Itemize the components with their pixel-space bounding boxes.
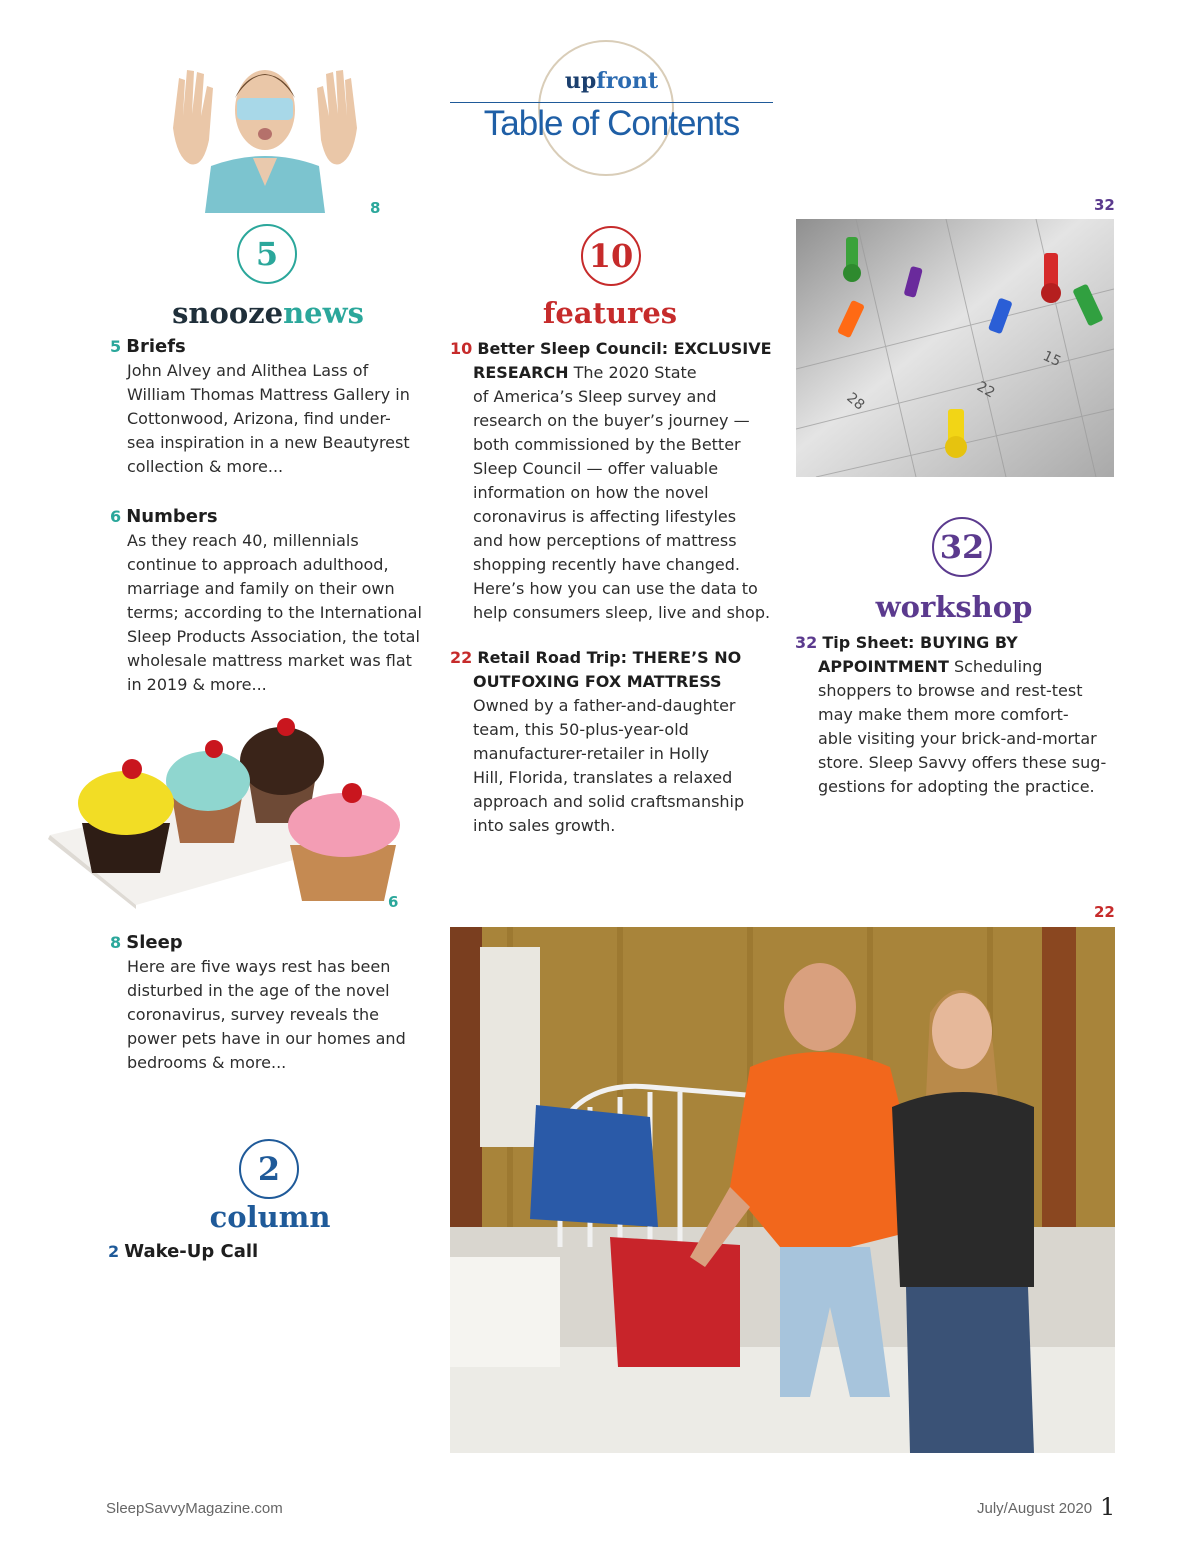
snooze-entry-numbers[interactable]: 6 Numbers As they reach 40, millennials continue to approach adulthood, marriage and family on their own terms; according to the International Sleep Products Association, the total wholesale mattress market was flat in 2019 & more...: [110, 506, 422, 694]
column-entry-wake-up-call[interactable]: 2 Wake-Up Call: [108, 1241, 259, 1262]
features-section-head: features: [542, 296, 678, 330]
workshop-section-head: workshop: [875, 590, 1033, 624]
pins-photo-page: 32: [1094, 196, 1115, 214]
column-section-head: column: [209, 1200, 331, 1234]
store-photo-page: 22: [1094, 903, 1115, 921]
workshop-entry-tip-sheet[interactable]: 32 Tip Sheet: BUYING BY APPOINTMENT Scheduling shoppers to browse and rest-test may make them more comfort- able visiting your brick-and-mortar store. Sleep Savvy offers these sug- gestions for adopting the practice.: [795, 633, 1107, 796]
column-number-badge: 2: [239, 1139, 299, 1199]
cupcakes-photo: [46, 695, 422, 910]
workshop-number-badge: 32: [932, 517, 992, 577]
blindfolded-man-photo: [165, 58, 365, 213]
svg-text:28: 28: [843, 389, 868, 414]
page-folio: 1: [1100, 1493, 1116, 1521]
footer-issue-date: July/August 2020: [977, 1500, 1093, 1517]
snooze-section-head: snoozenews: [172, 296, 364, 330]
features-entry-better-sleep-council[interactable]: 10 Better Sleep Council: EXCLUSIVE RESEARCH The 2020 State of America’s Sleep survey and research on the buyer’s journey — both commissioned by the Better Sleep Council — offer valuable information on how the novel coronavirus is affecting lifestyles and how perceptions of mattress shopping recently have changed. Here’s how you can use the data to help consumers sleep, live and shop.: [450, 339, 772, 622]
footer-website: SleepSavvyMagazine.com: [106, 1500, 283, 1517]
section-kicker: upfront: [564, 68, 659, 94]
snooze-entry-briefs[interactable]: 5 Briefs John Alvey and Alithea Lass of William Thomas Mattress Gallery in Cottonwood, Arizona, find under- sea inspiration in a new Beautyrest collection & more...: [110, 336, 410, 476]
header-rule: [450, 102, 773, 103]
fox-mattress-owners-photo: [450, 927, 1115, 1453]
features-entry-retail-road-trip[interactable]: 22 Retail Road Trip: THERE’S NO OUTFOXING FOX MATTRESS Owned by a father-and-daughter team, this 50-plus-year-old manufacturer-retailer in Holly Hill, Florida, translates a relaxed approach and solid craftsmanship into sales growth.: [450, 648, 745, 835]
features-number-badge: 10: [581, 226, 641, 286]
man-photo-page: 8: [370, 199, 381, 217]
calendar-pins-photo: [796, 219, 1114, 477]
cupcakes-photo-page: 6: [388, 893, 399, 911]
snooze-number-badge: 5: [237, 224, 297, 284]
snooze-entry-sleep[interactable]: 8 Sleep Here are five ways rest has been disturbed in the age of the novel coronavirus, survey reveals the power pets have in our homes and bedrooms & more...: [110, 932, 406, 1072]
svg-text:15: 15: [1040, 348, 1064, 371]
svg-text:22: 22: [974, 378, 998, 402]
page-title: Table of Contents: [483, 104, 740, 143]
